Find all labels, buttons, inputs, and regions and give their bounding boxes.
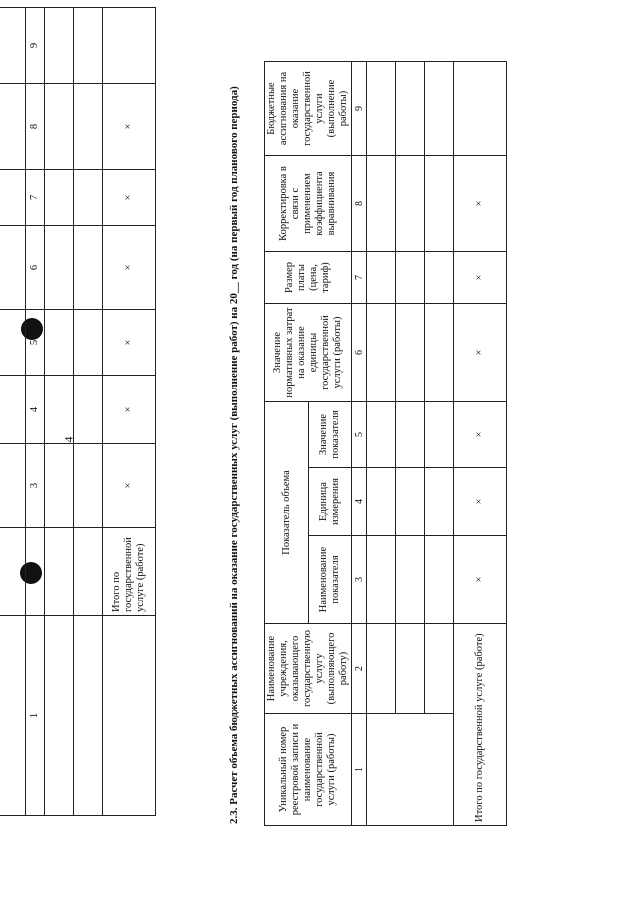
column-header: Корректировка в связи с применением коэффициента выравнивания xyxy=(265,156,352,252)
table-header-row xyxy=(265,62,309,826)
table-number-row: 1 2 3 4 5 6 7 8 9 xyxy=(26,8,45,816)
table-row xyxy=(367,62,396,826)
table-previous-section xyxy=(0,7,156,816)
table-row xyxy=(74,8,103,816)
column-header: Уникальный номер реестровой записи и наименование государственной услуги (работы) xyxy=(265,714,352,826)
column-header: Наименование учреждения, оказывающего государственную услугу (выполняющего работу) xyxy=(265,624,352,714)
table-row xyxy=(396,62,425,826)
total-label: Итого по государственной услуге (работе) xyxy=(454,624,507,826)
table-row xyxy=(45,8,74,816)
budget-allocation-table xyxy=(264,61,507,826)
column-header: Значение нормативных затрат на оказание единицы государственной услуги (работы) xyxy=(265,304,352,402)
table-row xyxy=(0,8,26,816)
column-group-header: Показатель объема xyxy=(265,402,309,624)
column-header: Бюджетные ассигнования на оказание государственной услуги (выполнение работы) xyxy=(265,62,352,156)
page-number: 4 xyxy=(61,436,76,443)
table-total-row: Итого по государственной услуге (работе) × × × × × × xyxy=(103,8,156,816)
table-number-row: 1 2 3 4 5 6 7 8 9 xyxy=(352,62,367,826)
column-header: Наименование показателя xyxy=(309,536,352,624)
column-header: Значение показателя xyxy=(309,402,352,468)
table-row xyxy=(425,62,454,826)
table-total-row: Итого по государственной услуге (работе) × × × × × × xyxy=(454,62,507,826)
column-header: Единица измерения xyxy=(309,468,352,536)
total-label: Итого по государственной услуге (работе) xyxy=(103,528,156,616)
column-header: Размер платы (цена, тариф) xyxy=(265,252,352,304)
section-title: 2.3. Расчет объема бюджетных ассигнований на оказание государственных услуг (выполнение работ) на 20__ год (на первый год планового периода) xyxy=(228,86,240,824)
